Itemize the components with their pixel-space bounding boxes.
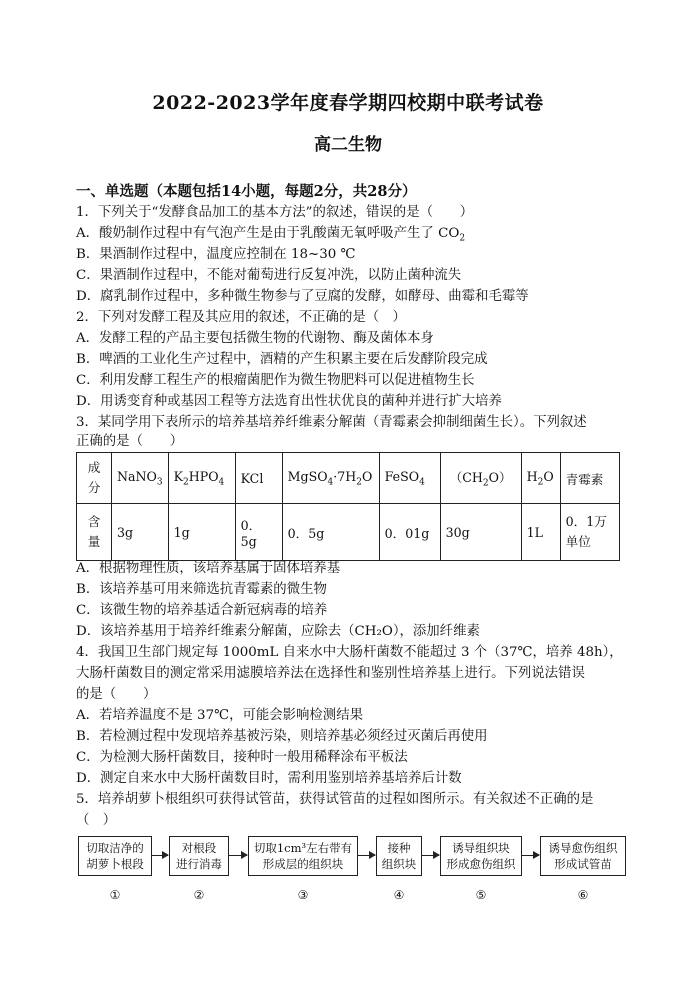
- question-5-stem-line1: 5．培养胡萝卜根组织可获得试管苗，获得试管苗的过程如图所示。有关叙述不正确的是: [76, 792, 594, 807]
- question-2-stem: 2．下列对发酵工程及其应用的叙述，不正确的是（ ）: [76, 310, 406, 325]
- arrow-right-icon: [152, 855, 168, 856]
- table-cell: $H_2O$: [521, 453, 560, 504]
- step-number-6: ⑥: [577, 888, 589, 902]
- question-3-option-d: D．该培养基用于培养纤维素分解菌，应除去（CH₂O），添加纤维素: [76, 624, 480, 639]
- question-4-stem-line3: 的是（ ）: [76, 687, 157, 702]
- table-cell: $MgSO_4\cdot 7H_2O$: [282, 453, 379, 504]
- table-cell: FeSO$_4$: [379, 453, 440, 504]
- exam-title: 2022-2023学年度春学期四校期中联考试卷: [152, 92, 544, 114]
- question-3-stem-line2: 正确的是（ ）: [76, 434, 184, 449]
- table-cell: $K_2HPO_4$: [168, 453, 235, 504]
- question-5-stem-line2: （ ）: [76, 813, 117, 828]
- medium-composition-table: [76, 452, 620, 561]
- question-2-option-a: A．发酵工程的产品主要包括微生物的代谢物、酶及菌体本身: [76, 331, 434, 346]
- question-1-option-c: C．果酒制作过程中，不能对葡萄进行反复冲洗，以防止菌种流失: [76, 268, 462, 283]
- step-number-3: ③: [297, 888, 309, 902]
- table-row-header: 含量: [77, 504, 112, 561]
- table-row-components: [77, 453, 620, 504]
- question-1-stem: 1．下列关于“发酵食品加工的基本方法”的叙述，错误的是（ ）: [76, 205, 474, 220]
- tissue-culture-flowchart: [76, 836, 636, 906]
- table-row-header: 成分: [77, 453, 112, 504]
- question-4-stem-line2: 大肠杆菌数目的测定常采用滤膜培养法在选择性和鉴别性培养基上进行。下列说法错误: [76, 666, 585, 681]
- question-4-stem-line1: 4．我国卫生部门规定每 1000mL 自来水中大肠杆菌数不能超过 3 个（37℃，培养 48h），: [76, 645, 623, 660]
- table-cell: 0．5g: [235, 504, 282, 561]
- question-1-option-d: D．腐乳制作过程中，多种微生物参与了豆腐的发酵，如酵母、曲霉和毛霉等: [76, 289, 529, 304]
- table-cell: 青霉素: [560, 453, 619, 504]
- arrow-right-icon: [229, 855, 247, 856]
- table-cell: NaNO$_3$: [112, 453, 169, 504]
- question-2-option-b: B．啤酒的工业化生产过程中，酒精的产生积累主要在后发酵阶段完成: [76, 352, 488, 367]
- question-2-option-d: D．用诱变育种或基因工程等方法选育出性状优良的菌种并进行扩大培养: [76, 394, 502, 409]
- table-cell: 30g: [440, 504, 521, 561]
- table-cell: 0．5g: [282, 504, 379, 561]
- arrow-right-icon: [422, 855, 439, 856]
- step-number-5: ⑤: [475, 888, 487, 902]
- flow-step-4: 接种 组织块: [376, 836, 422, 876]
- question-2-option-c: C．利用发酵工程生产的根瘤菌肥作为微生物肥料可以促进植物生长: [76, 373, 475, 388]
- question-4-option-b: B．若检测过程中发现培养基被污染，则培养基必须经过灭菌后再使用: [76, 729, 488, 744]
- subscript: 2: [459, 233, 466, 244]
- option-text: A．酸奶制作过程中有气泡产生是由于乳酸菌无氧呼吸产生了 CO: [76, 226, 460, 241]
- table-cell: $(CH_2O)$: [440, 453, 521, 504]
- question-3-option-a: A．根据物理性质，该培养基属于固体培养基: [76, 561, 341, 576]
- question-3-option-b: B．该培养基可用来筛选抗青霉素的微生物: [76, 582, 327, 597]
- flow-step-5: 诱导组织块 形成愈伤组织: [440, 836, 522, 876]
- table-cell: 3g: [112, 504, 169, 561]
- question-1-option-b: B．果酒制作过程中，温度应控制在 18~30 ℃: [76, 247, 356, 262]
- step-number-2: ②: [193, 888, 205, 902]
- table-cell: KCl: [235, 453, 282, 504]
- question-3-option-c: C．该微生物的培养基适合新冠病毒的培养: [76, 603, 328, 618]
- table-row-amounts: [77, 504, 620, 561]
- question-1-option-a: [76, 225, 465, 248]
- flow-step-2: 对根段 进行消毒: [169, 836, 229, 876]
- flow-step-3: 切取1cm³左右带有 形成层的组织块: [248, 836, 358, 876]
- question-4-option-d: D．测定自来水中大肠杆菌数目时，需利用鉴别培养基培养后计数: [76, 771, 462, 786]
- question-4-option-c: C．为检测大肠杆菌数目，接种时一般用稀释涂布平板法: [76, 750, 408, 765]
- question-4-option-a: A．若培养温度不是 37℃，可能会影响检测结果: [76, 708, 363, 723]
- arrow-right-icon: [522, 855, 539, 856]
- flow-step-1: 切取洁净的 胡萝卜根段: [78, 836, 152, 876]
- exam-subtitle: 高二生物: [314, 135, 382, 155]
- flow-step-6: 诱导愈伤组织 形成试管苗: [540, 836, 626, 876]
- table-cell: 1L: [521, 504, 560, 561]
- table-cell: 1g: [168, 504, 235, 561]
- question-3-stem-line1: 3．某同学用下表所示的培养基培养纤维素分解菌（青霉素会抑制细菌生长）。下列叙述: [76, 415, 587, 430]
- arrow-right-icon: [358, 855, 375, 856]
- table-cell: 0．1万单位: [560, 504, 619, 561]
- step-number-1: ①: [109, 888, 121, 902]
- section-heading: 一、单选题（本题包括14小题，每题2分，共28分）: [76, 183, 417, 200]
- table-cell: 0．01g: [379, 504, 440, 561]
- step-number-4: ④: [393, 888, 405, 902]
